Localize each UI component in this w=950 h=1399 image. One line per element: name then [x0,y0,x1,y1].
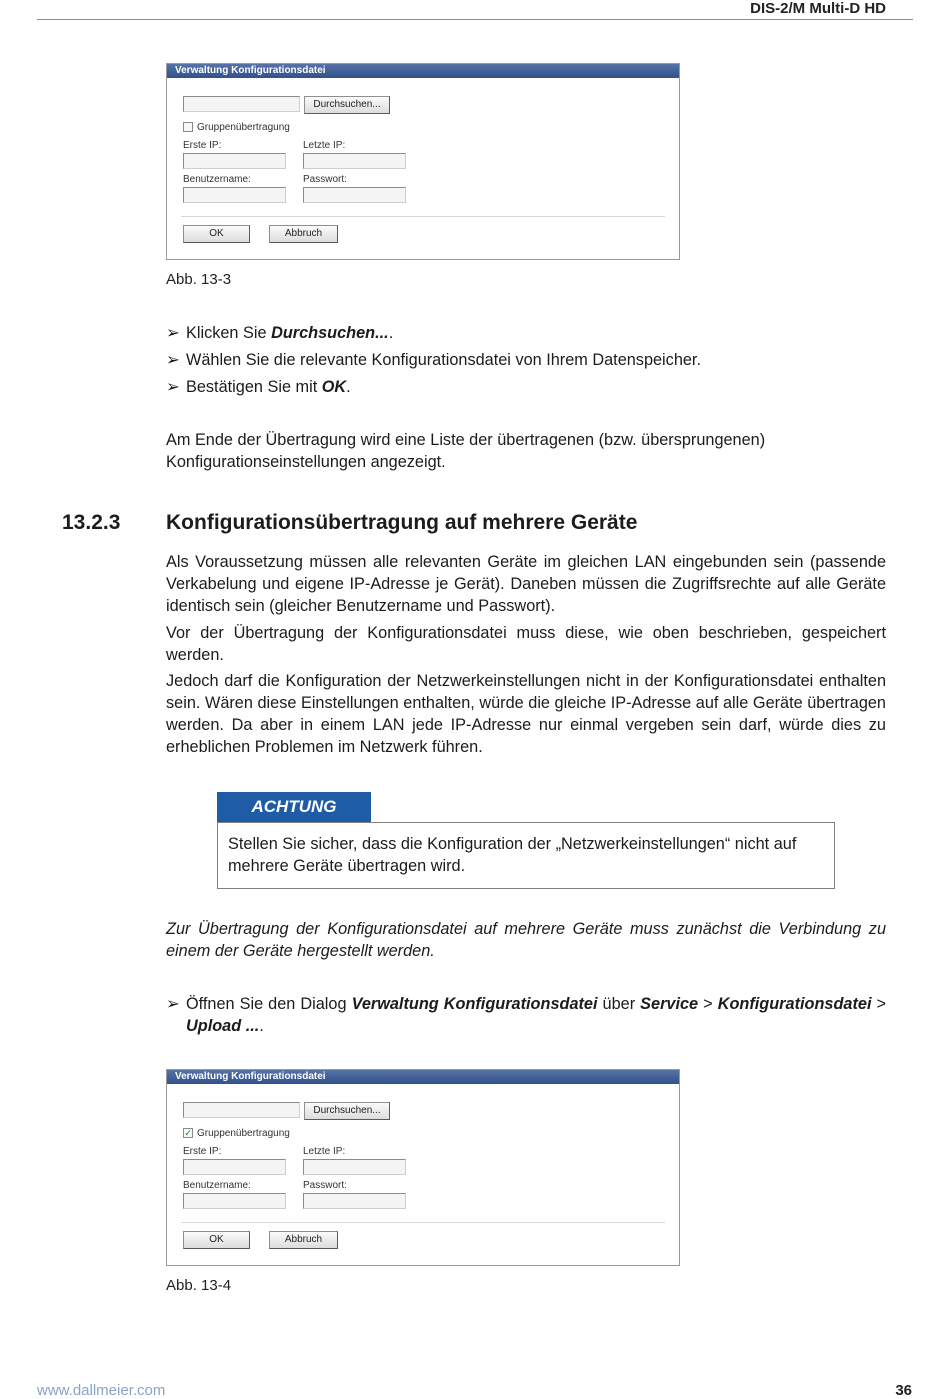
list-item: ➢ Klicken Sie Durchsuchen.... [166,324,394,342]
username-field[interactable] [183,1193,286,1209]
last-ip-label: Letzte IP: [303,140,346,151]
ok-button[interactable]: OK [183,225,250,243]
warning-text: Stellen Sie sicher, dass die Konfiguration der „Netzwerkeinstellungen“ nicht auf mehrere Geräte übertragen wird. [228,835,797,875]
last-ip-field[interactable] [303,1159,406,1175]
warning-label: ACHTUNG [217,792,371,822]
arrow-bullet-icon: ➢ [166,351,180,369]
figure-caption-1: Abb. 13-3 [166,271,232,288]
browse-button[interactable]: Durchsuchen... [304,1102,390,1120]
paragraph: Vor der Übertragung der Konfigurationsdatei muss diese, wie oben beschrieben, gespeichert werden. [166,624,886,664]
username-label: Benutzername: [183,1180,251,1191]
list-item: ➢ Bestätigen Sie mit OK. [166,378,351,396]
cancel-button[interactable]: Abbruch [269,1231,338,1249]
first-ip-field[interactable] [183,153,286,169]
list-item: ➢ Wählen Sie die relevante Konfigurationsdatei von Ihrem Datenspeicher. [166,351,701,369]
paragraph-end-of-transfer: Am Ende der Übertragung wird eine Liste der übertragenen (bzw. übersprungenen) Konfigurationseinstellungen angezeigt. [166,431,766,471]
file-path-field[interactable] [183,96,300,112]
step-list-1 [166,322,886,398]
group-transfer-checkbox[interactable] [183,122,193,132]
dialog-title: Verwaltung Konfigurationsdatei [167,64,679,78]
username-field[interactable] [183,187,286,203]
dialog-separator [181,1222,665,1223]
last-ip-field[interactable] [303,153,406,169]
password-field[interactable] [303,1193,406,1209]
password-field[interactable] [303,187,406,203]
arrow-bullet-icon: ➢ [166,378,180,396]
section-title: Konfigurationsübertragung auf mehrere Geräte [166,511,638,534]
browse-button[interactable]: Durchsuchen... [304,96,390,114]
ok-button[interactable]: OK [183,1231,250,1249]
document-header-title: DIS-2/M Multi-D HD [750,0,886,17]
dialog-title: Verwaltung Konfigurationsdatei [167,1070,679,1084]
footer-website-link[interactable]: www.dallmeier.com [37,1382,166,1399]
step-list-2 [166,993,886,1037]
first-ip-label: Erste IP: [183,140,222,151]
file-path-field[interactable] [183,1102,300,1118]
first-ip-label: Erste IP: [183,1146,222,1157]
password-label: Passwort: [303,1180,347,1191]
list-item: ➢ Öffnen Sie den Dialog Verwaltung Konfigurationsdatei über Service > Konfigurationsdatei > Upload .... [166,995,887,1035]
header-divider [37,19,913,20]
first-ip-field[interactable] [183,1159,286,1175]
page-number: 36 [895,1382,912,1399]
group-transfer-label: Gruppenübertragung [197,1128,290,1139]
username-label: Benutzername: [183,174,251,185]
group-transfer-label: Gruppenübertragung [197,122,290,133]
group-transfer-checkbox[interactable]: ✓ [184,1128,192,1138]
dialog-separator [181,216,665,217]
section-number: 13.2.3 [62,511,121,534]
config-dialog-screenshot-2 [166,1069,680,1266]
figure-caption-2: Abb. 13-4 [166,1277,232,1294]
arrow-bullet-icon: ➢ [166,324,180,342]
paragraph: Als Voraussetzung müssen alle relevanten Geräte im gleichen LAN eingebunden sein (passende Verkabelung und eigene IP-Adresse je Gerät). Daneben müssen die Zugriffsrechte auf alle Geräte identisch sein (gleicher Benutzername und Passwort). [166,553,886,615]
paragraph: Jedoch darf die Konfiguration der Netzwerkeinstellungen nicht in der Konfigurationsdatei enthalten sein. Wären diese Einstellungen enthalten, würde die gleiche IP-Adresse auf alle Geräte übertragen werden. Da aber in einem LAN jede IP-Adresse nur einmal vergeben sein darf, würde dies zu erheblichen Problemen im Netzwerk führen. [166,672,886,756]
italic-note: Zur Übertragung der Konfigurationsdatei auf mehrere Geräte muss zunächst die Verbindung zu einem der Geräte hergestellt werden. [166,920,886,960]
cancel-button[interactable]: Abbruch [269,225,338,243]
password-label: Passwort: [303,174,347,185]
last-ip-label: Letzte IP: [303,1146,346,1157]
arrow-bullet-icon: ➢ [166,995,180,1013]
config-dialog-screenshot-1 [166,63,680,260]
